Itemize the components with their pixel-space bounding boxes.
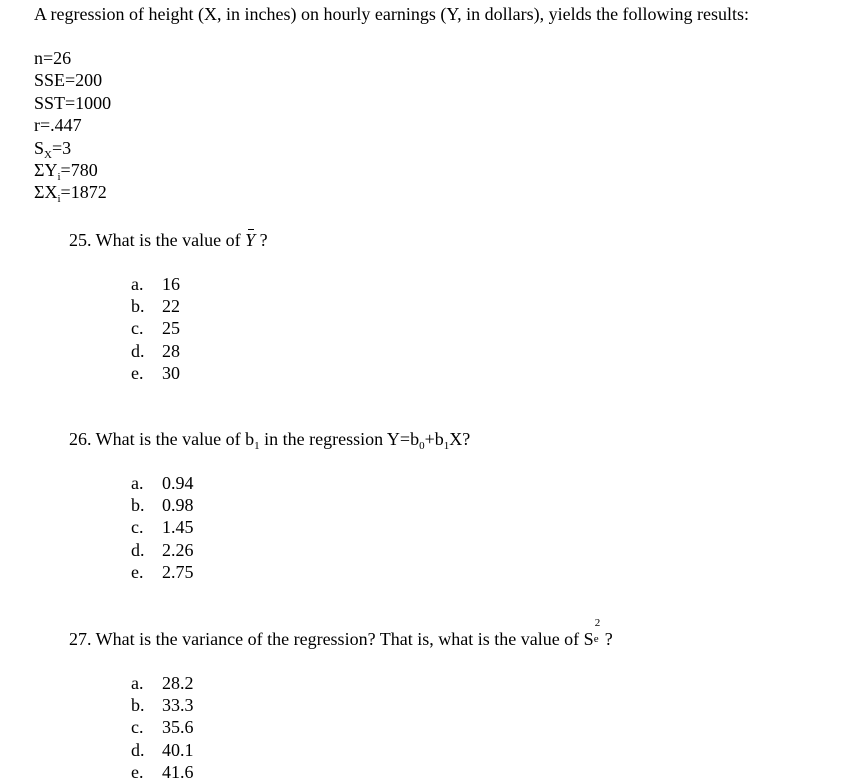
choice-value: 1.45 <box>162 517 194 538</box>
choice-letter: d. <box>131 340 145 361</box>
given-sum-x-value: =1872 <box>60 182 107 203</box>
choice-value: 0.94 <box>162 473 194 493</box>
choice-letter: d. <box>131 539 145 560</box>
choice-letter: a. <box>131 274 144 294</box>
given-sx-sub: X <box>44 148 52 161</box>
choice-letter: c. <box>131 517 144 538</box>
question-26-choices <box>131 472 194 583</box>
given-sx-value: =3 <box>51 137 72 158</box>
given-sum-x-sub: i <box>57 193 61 206</box>
choice-value: 2.26 <box>162 539 194 560</box>
y-bar-symbol: Y <box>245 230 256 250</box>
given-sst: SST=1000 <box>34 92 112 113</box>
problem-intro: A regression of height (X, in inches) on hourly earnings (Y, in dollars), yields the following results: <box>34 4 750 24</box>
choice-26-b[interactable] <box>131 494 194 516</box>
choice-letter: e. <box>131 761 144 782</box>
choice-value: 16 <box>162 274 180 294</box>
question-27-suffix: ? <box>604 629 613 649</box>
choice-value: 28.2 <box>162 673 194 693</box>
given-r: r=.447 <box>34 115 82 136</box>
question-26-sub3: 1 <box>443 440 450 452</box>
choice-27-c[interactable] <box>131 716 194 738</box>
choice-letter: c. <box>131 717 144 738</box>
choice-25-d[interactable] <box>131 340 180 362</box>
choice-value: 2.75 <box>162 561 194 582</box>
choice-value: 30 <box>162 362 180 383</box>
variance-subscript-superscript <box>593 617 605 645</box>
choice-26-a[interactable] <box>131 472 194 494</box>
choice-27-e[interactable] <box>131 761 194 783</box>
question-26-part2: in the regression Y=b <box>259 429 420 449</box>
given-sum-y-sub: i <box>57 170 61 183</box>
question-26-part4: X? <box>449 429 471 449</box>
given-sse: SSE=200 <box>34 70 103 91</box>
choice-25-c[interactable] <box>131 317 180 339</box>
question-26-sub2: 0 <box>419 440 425 452</box>
variance-superscript: 2 <box>594 617 601 629</box>
question-27-choices <box>131 672 194 783</box>
choice-26-e[interactable] <box>131 561 194 583</box>
choice-letter: a. <box>131 673 144 693</box>
question-27 <box>69 617 613 650</box>
choice-26-c[interactable] <box>131 516 194 538</box>
choice-25-a[interactable] <box>131 273 180 295</box>
choice-25-b[interactable] <box>131 295 180 317</box>
choice-letter: c. <box>131 318 144 339</box>
choice-letter: b. <box>131 296 145 317</box>
choice-letter: e. <box>131 362 144 383</box>
choice-value: 40.1 <box>162 739 194 760</box>
choice-27-d[interactable] <box>131 739 194 761</box>
choice-value: 33.3 <box>162 695 194 716</box>
choice-value: 35.6 <box>162 717 194 738</box>
question-25-suffix: ? <box>255 230 268 250</box>
question-26-part3: +b <box>424 429 444 449</box>
choice-value: 0.98 <box>162 495 194 516</box>
given-sum-y-value: =780 <box>60 159 98 180</box>
choice-value: 22 <box>162 296 180 317</box>
given-n: n=26 <box>34 48 72 68</box>
choice-letter: d. <box>131 739 145 760</box>
choice-27-a[interactable] <box>131 672 194 694</box>
given-values <box>34 47 111 204</box>
choice-value: 41.6 <box>162 761 194 782</box>
question-27-prefix: 27. What is the variance of the regression? That is, what is the value of S <box>69 629 594 649</box>
variance-subscript: e <box>593 633 599 645</box>
given-sum-x <box>34 181 111 206</box>
choice-letter: a. <box>131 473 144 493</box>
question-25-prefix: 25. What is the value of <box>69 230 246 250</box>
given-sum-x-base: ΣX <box>34 182 58 203</box>
given-sx-base: S <box>34 137 45 158</box>
question-25-choices <box>131 273 180 384</box>
given-sum-y-base: ΣY <box>34 159 58 180</box>
given-sx <box>34 137 111 159</box>
choice-letter: e. <box>131 561 144 582</box>
question-26-sub1: 1 <box>254 440 260 452</box>
choice-26-d[interactable] <box>131 539 194 561</box>
choice-letter: b. <box>131 495 145 516</box>
choice-value: 25 <box>162 318 180 339</box>
question-25 <box>69 229 268 251</box>
choice-25-e[interactable] <box>131 362 180 384</box>
choice-value: 28 <box>162 340 180 361</box>
choice-27-b[interactable] <box>131 694 194 716</box>
choice-letter: b. <box>131 695 145 716</box>
question-26-part1: 26. What is the value of b <box>69 429 255 449</box>
question-26 <box>69 428 470 450</box>
given-sum-y <box>34 159 111 181</box>
